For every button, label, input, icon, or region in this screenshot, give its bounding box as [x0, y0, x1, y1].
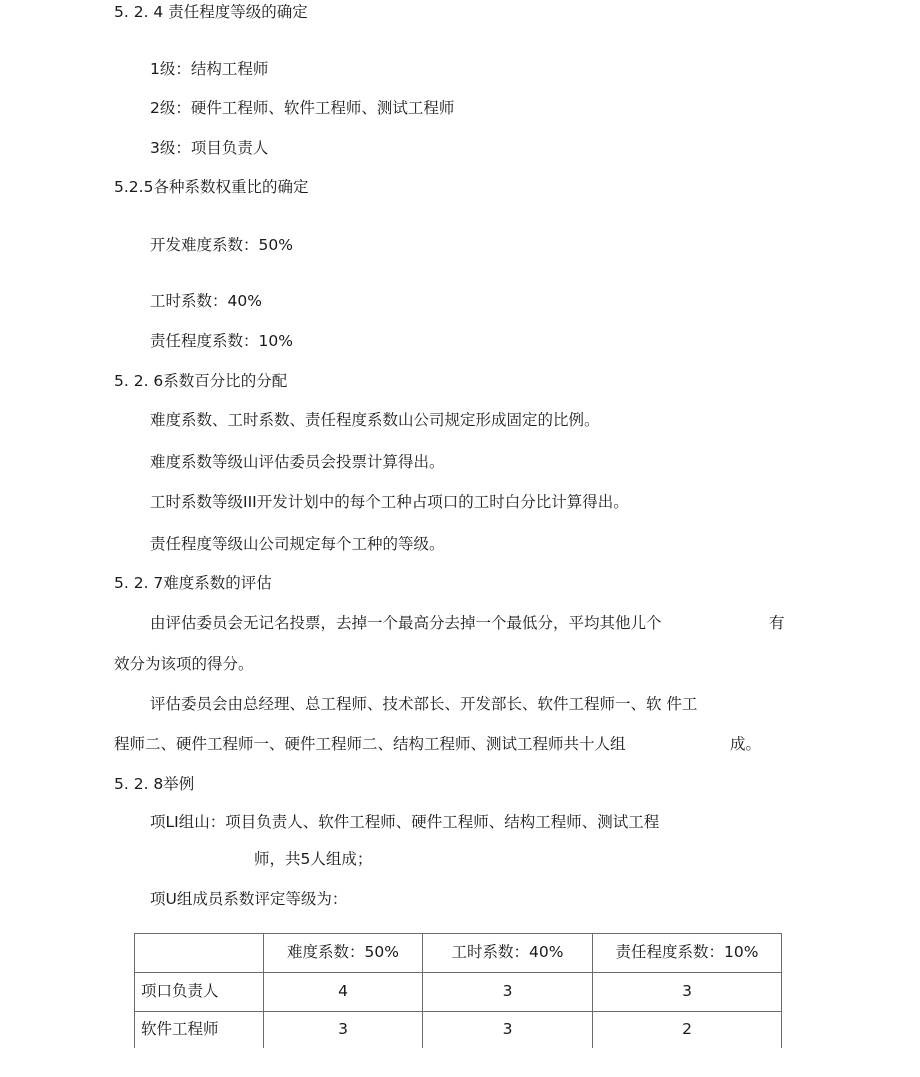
- paragraph: 程师二、硬件工程师一、硬件工程师二、结构工程师、测试工程师共十人组: [114, 735, 626, 753]
- paragraph: 师，共5人组成；: [254, 850, 373, 868]
- table-row: [135, 973, 782, 1012]
- section-524-heading: 5. 2. 4 责任程度等级的确定: [114, 3, 308, 21]
- responsibility-level-2: 2级：硬件工程师、软件工程师、测试工程师: [150, 99, 455, 117]
- paragraph: 项U组成员系数评定等级为：: [150, 890, 348, 908]
- paragraph: 有: [769, 614, 785, 632]
- table-cell: 3: [264, 1012, 423, 1049]
- table-cell: 3: [423, 1012, 593, 1049]
- paragraph: 难度系数、工时系数、责任程度系数山公司规定形成固定的比例。: [150, 411, 600, 429]
- responsibility-level-3: 3级：项目负责人: [150, 139, 269, 157]
- weight-hours: 工时系数：40%: [150, 292, 262, 310]
- paragraph: 项LI组山：项目负责人、软件工程师、硬件工程师、结构工程师、测试工程: [150, 813, 660, 831]
- paragraph: 成。: [730, 735, 762, 753]
- table-cell: 3: [593, 973, 782, 1012]
- table-cell: 3: [423, 973, 593, 1012]
- table-cell: 2: [593, 1012, 782, 1049]
- table-header-cell: [135, 934, 264, 973]
- paragraph: 责任程度等级山公司规定每个工种的等级。: [150, 535, 445, 553]
- table-header-cell: 责任程度系数：10%: [593, 934, 782, 973]
- coefficient-table: [134, 933, 782, 1048]
- paragraph: 难度系数等级山评估委员会投票计算得出。: [150, 453, 445, 471]
- weight-responsibility: 责任程度系数：10%: [150, 332, 293, 350]
- paragraph: 效分为该项的得分。: [114, 655, 254, 673]
- table-header-row: [135, 934, 782, 973]
- table-cell: 4: [264, 973, 423, 1012]
- responsibility-level-1: 1级：结构工程师: [150, 60, 269, 78]
- paragraph: 评估委员会由总经理、总工程师、技术部长、开发部长、软件工程师一、软 件工: [150, 695, 698, 713]
- weight-difficulty: 开发难度系数：50%: [150, 236, 293, 254]
- table-cell-role: 项口负责人: [135, 973, 264, 1012]
- section-527-heading: 5. 2. 7难度系数的评估: [114, 574, 272, 592]
- section-525-heading: 5.2.5各种系数权重比的确定: [114, 178, 309, 196]
- paragraph: 工时系数等级III开发计划中的每个工种占项口的工时白分比计算得出。: [150, 493, 629, 511]
- paragraph: 由评估委员会无记名投票，去掉一个最高分去掉一个最低分，平均其他儿个: [150, 614, 662, 632]
- table-header-cell: 难度系数：50%: [264, 934, 423, 973]
- table-cell-role: 软件工程师: [135, 1012, 264, 1049]
- table-header-cell: 工时系数：40%: [423, 934, 593, 973]
- section-528-heading: 5. 2. 8举例: [114, 775, 195, 793]
- section-526-heading: 5. 2. 6系数百分比的分配: [114, 372, 288, 390]
- table-row: [135, 1012, 782, 1049]
